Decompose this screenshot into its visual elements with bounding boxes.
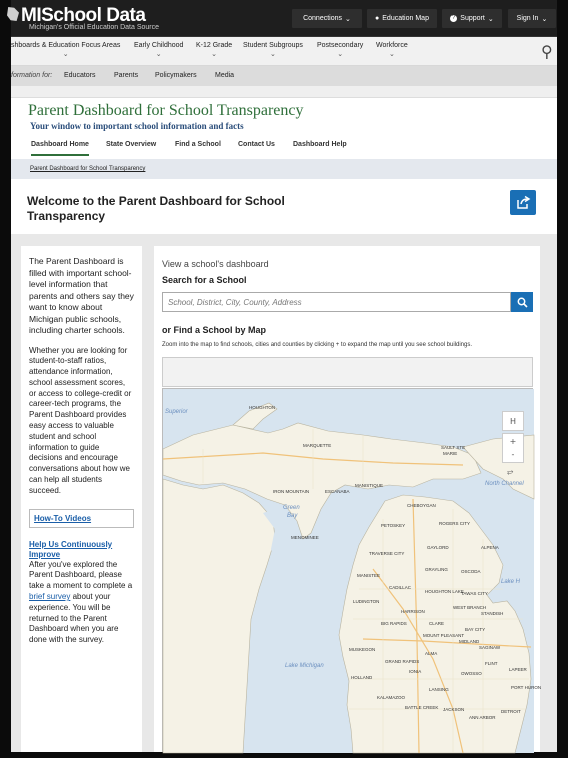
svg-text:IONIA: IONIA xyxy=(409,669,422,674)
svg-text:PETOSKEY: PETOSKEY xyxy=(381,523,406,528)
question-icon: ? xyxy=(452,15,456,21)
nav-item-early-childhood[interactable]: Early Childhood ⌄ xyxy=(134,42,184,58)
svg-text:TAWAS CITY: TAWAS CITY xyxy=(461,591,488,596)
svg-text:BAY CITY: BAY CITY xyxy=(465,627,486,632)
expand-icon[interactable]: ⥂ xyxy=(507,467,514,476)
svg-text:DETROIT: DETROIT xyxy=(501,709,521,714)
svg-text:North Channel: North Channel xyxy=(485,481,524,487)
sign-in-button[interactable]: Sign In ⌄ xyxy=(508,9,556,28)
michigan-map[interactable] xyxy=(162,388,542,752)
nav-item-postsecondary[interactable]: Postsecondary ⌄ xyxy=(317,42,364,58)
svg-text:Superior: Superior xyxy=(165,409,188,415)
svg-text:PORT HURON: PORT HURON xyxy=(511,685,542,690)
svg-text:KALAMAZOO: KALAMAZOO xyxy=(377,695,406,700)
svg-text:BATTLE CREEK: BATTLE CREEK xyxy=(405,705,439,710)
svg-text:GAYLORD: GAYLORD xyxy=(427,545,449,550)
logo-tagline: Michigan's Official Education Data Source xyxy=(29,24,159,31)
share-icon xyxy=(516,196,530,209)
svg-text:Lake H: Lake H xyxy=(501,579,521,585)
connections-button[interactable]: Connections ⌄ xyxy=(292,9,362,28)
share-button[interactable] xyxy=(510,190,536,215)
chevron-down-icon: ⌄ xyxy=(541,15,548,23)
content-area xyxy=(11,234,557,752)
tab-dashboard-home[interactable]: Dashboard Home xyxy=(31,141,89,156)
svg-text:Lake Michigan: Lake Michigan xyxy=(285,663,324,669)
brief-survey-link[interactable]: brief survey xyxy=(29,592,71,602)
svg-text:LUDINGTON: LUDINGTON xyxy=(353,599,380,604)
audience-label: formation for: xyxy=(11,72,53,79)
map-toolbar xyxy=(162,357,533,387)
svg-text:ESCANABA: ESCANABA xyxy=(325,489,350,494)
svg-text:MENOMINEE: MENOMINEE xyxy=(291,535,319,540)
audience-bar xyxy=(11,66,557,86)
map-label: or Find a School by Map xyxy=(162,325,267,335)
help-us-improve-link[interactable]: Help Us Continuously Improve xyxy=(29,539,113,559)
sidebar-intro: The Parent Dashboard is filled with important school-level information that parents and others say they want to know about Michigan public schools, including charter schools. xyxy=(29,256,134,335)
svg-text:MARIE: MARIE xyxy=(443,451,458,456)
audience-parents[interactable]: Parents xyxy=(114,72,139,79)
search-icon[interactable]: ⚲ xyxy=(541,42,553,61)
svg-text:SAGINAW: SAGINAW xyxy=(479,645,501,650)
map-graphic xyxy=(163,389,542,753)
audience-media[interactable]: Media xyxy=(215,72,235,79)
svg-text:ROGERS CITY: ROGERS CITY xyxy=(439,521,471,526)
svg-text:MIDLAND: MIDLAND xyxy=(459,639,480,644)
chevron-down-icon: ⌄ xyxy=(211,51,218,58)
svg-text:BIG RAPIDS: BIG RAPIDS xyxy=(381,621,407,626)
main-panel xyxy=(154,246,540,752)
chevron-down-icon: ⌄ xyxy=(337,51,344,58)
logo-wordmark: MISchool Data xyxy=(7,5,159,27)
svg-text:LAPEER: LAPEER xyxy=(509,667,527,672)
browser-page xyxy=(11,0,557,752)
svg-text:OWOSSO: OWOSSO xyxy=(461,671,482,676)
map-pin-icon: ● xyxy=(375,15,380,22)
svg-text:HOUGHTON: HOUGHTON xyxy=(249,405,276,410)
search-icon xyxy=(517,297,528,308)
page-subtitle: Your window to important school information and facts xyxy=(30,121,244,131)
main-nav xyxy=(11,37,557,66)
map-home-button[interactable]: H xyxy=(502,411,524,431)
svg-text:GRAYLING: GRAYLING xyxy=(425,567,448,572)
page-title: Parent Dashboard for School Transparency xyxy=(28,102,304,119)
svg-text:LANSING: LANSING xyxy=(429,687,449,692)
svg-text:JACKSON: JACKSON xyxy=(443,707,465,712)
tab-dashboard-help[interactable]: Dashboard Help xyxy=(293,141,347,148)
zoom-in-button[interactable]: + xyxy=(509,437,517,446)
help-text: After you've explored the Parent Dashboard, please take a moment to complete a brief survey about your experience. You will be returned to the Parent Dashboard when you are done with the survey. xyxy=(29,559,133,645)
audience-policymakers[interactable]: Policymakers xyxy=(155,72,197,79)
michigan-icon xyxy=(7,7,19,21)
chevron-down-icon: ⌄ xyxy=(62,51,69,58)
zoom-out-button[interactable]: - xyxy=(511,450,515,459)
school-search-input[interactable]: School, District, City, County, Address xyxy=(162,292,511,312)
welcome-heading: Welcome to the Parent Dashboard for School Transparency xyxy=(27,194,285,223)
chevron-down-icon: ⌄ xyxy=(270,51,276,58)
chevron-down-icon: ⌄ xyxy=(155,51,162,58)
svg-text:CADILLAC: CADILLAC xyxy=(389,585,412,590)
svg-text:IRON MOUNTAIN: IRON MOUNTAIN xyxy=(273,489,310,494)
map-description: Zoom into the map to find schools, cities and counties by clicking + to expand the map until you see school buildings. xyxy=(162,342,473,348)
spacer xyxy=(11,86,557,98)
svg-text:HARRISON: HARRISON xyxy=(401,609,425,614)
nav-item-k12[interactable]: K-12 Grade ⌄ xyxy=(196,42,233,58)
nav-item-workforce[interactable]: Workforce ⌄ xyxy=(376,42,408,58)
svg-text:MARQUETTE: MARQUETTE xyxy=(303,443,332,448)
svg-text:FLINT: FLINT xyxy=(485,661,498,666)
search-button[interactable] xyxy=(511,292,533,312)
chevron-down-icon: ⌄ xyxy=(487,15,494,23)
svg-text:Bay: Bay xyxy=(287,513,298,519)
sidebar-body: Whether you are looking for student-to-staff ratios, attendance information, school assessment scores, or access to college-credit or career-tech programs, the Parent Dashboard provides easy access to valuable student and school information to guide decisions and encourage conversations about how we can help all students succeed. xyxy=(29,345,132,495)
svg-text:ANN ARBOR: ANN ARBOR xyxy=(469,715,496,720)
svg-text:ALPENA: ALPENA xyxy=(481,545,499,550)
svg-text:ALMA: ALMA xyxy=(425,651,438,656)
tab-state-overview[interactable]: State Overview xyxy=(106,141,157,148)
support-button[interactable]: ? Support ⌄ xyxy=(442,9,502,28)
education-map-button[interactable]: ● Education Map xyxy=(367,9,437,28)
svg-text:MUSKEGON: MUSKEGON xyxy=(349,647,376,652)
svg-text:SAULT STE: SAULT STE xyxy=(441,445,466,450)
svg-text:WEST BRANCH: WEST BRANCH xyxy=(453,605,487,610)
search-label: Search for a School xyxy=(162,275,247,285)
chevron-down-icon: ⌄ xyxy=(388,51,395,58)
how-to-videos-link[interactable]: How-To Videos xyxy=(29,509,134,528)
tab-contact-us[interactable]: Contact Us xyxy=(238,141,275,148)
view-dashboard-label: View a school's dashboard xyxy=(162,259,269,269)
svg-text:HOUGHTON LAKE: HOUGHTON LAKE xyxy=(425,589,464,594)
svg-text:OSCODA: OSCODA xyxy=(461,569,481,574)
svg-text:CHEBOYGAN: CHEBOYGAN xyxy=(407,503,436,508)
svg-text:MOUNT PLEASANT: MOUNT PLEASANT xyxy=(423,633,465,638)
sidebar xyxy=(21,246,142,752)
svg-text:MANISTEE: MANISTEE xyxy=(357,573,381,578)
svg-text:GRAND RAPIDS: GRAND RAPIDS xyxy=(385,659,420,664)
svg-text:CLARE: CLARE xyxy=(429,621,445,626)
tab-find-school[interactable]: Find a School xyxy=(175,141,221,148)
audience-educators[interactable]: Educators xyxy=(64,72,96,79)
top-bar xyxy=(11,0,557,37)
svg-text:TRAVERSE CITY: TRAVERSE CITY xyxy=(369,551,405,556)
zoom-control[interactable] xyxy=(502,433,524,463)
svg-text:STANDISH: STANDISH xyxy=(481,611,504,616)
nav-item-dashboards[interactable]: shboards & Education Focus Areas ⌄ xyxy=(11,42,121,58)
site-logo[interactable] xyxy=(7,5,159,31)
breadcrumb[interactable]: Parent Dashboard for School Transparency xyxy=(30,166,146,172)
svg-text:MANISTIQUE: MANISTIQUE xyxy=(355,483,384,488)
chevron-down-icon: ⌄ xyxy=(345,15,351,23)
svg-text:Green: Green xyxy=(283,505,300,511)
svg-text:HOLLAND: HOLLAND xyxy=(351,675,373,680)
nav-item-student-subgroups[interactable]: Student Subgroups ⌄ xyxy=(243,42,303,58)
